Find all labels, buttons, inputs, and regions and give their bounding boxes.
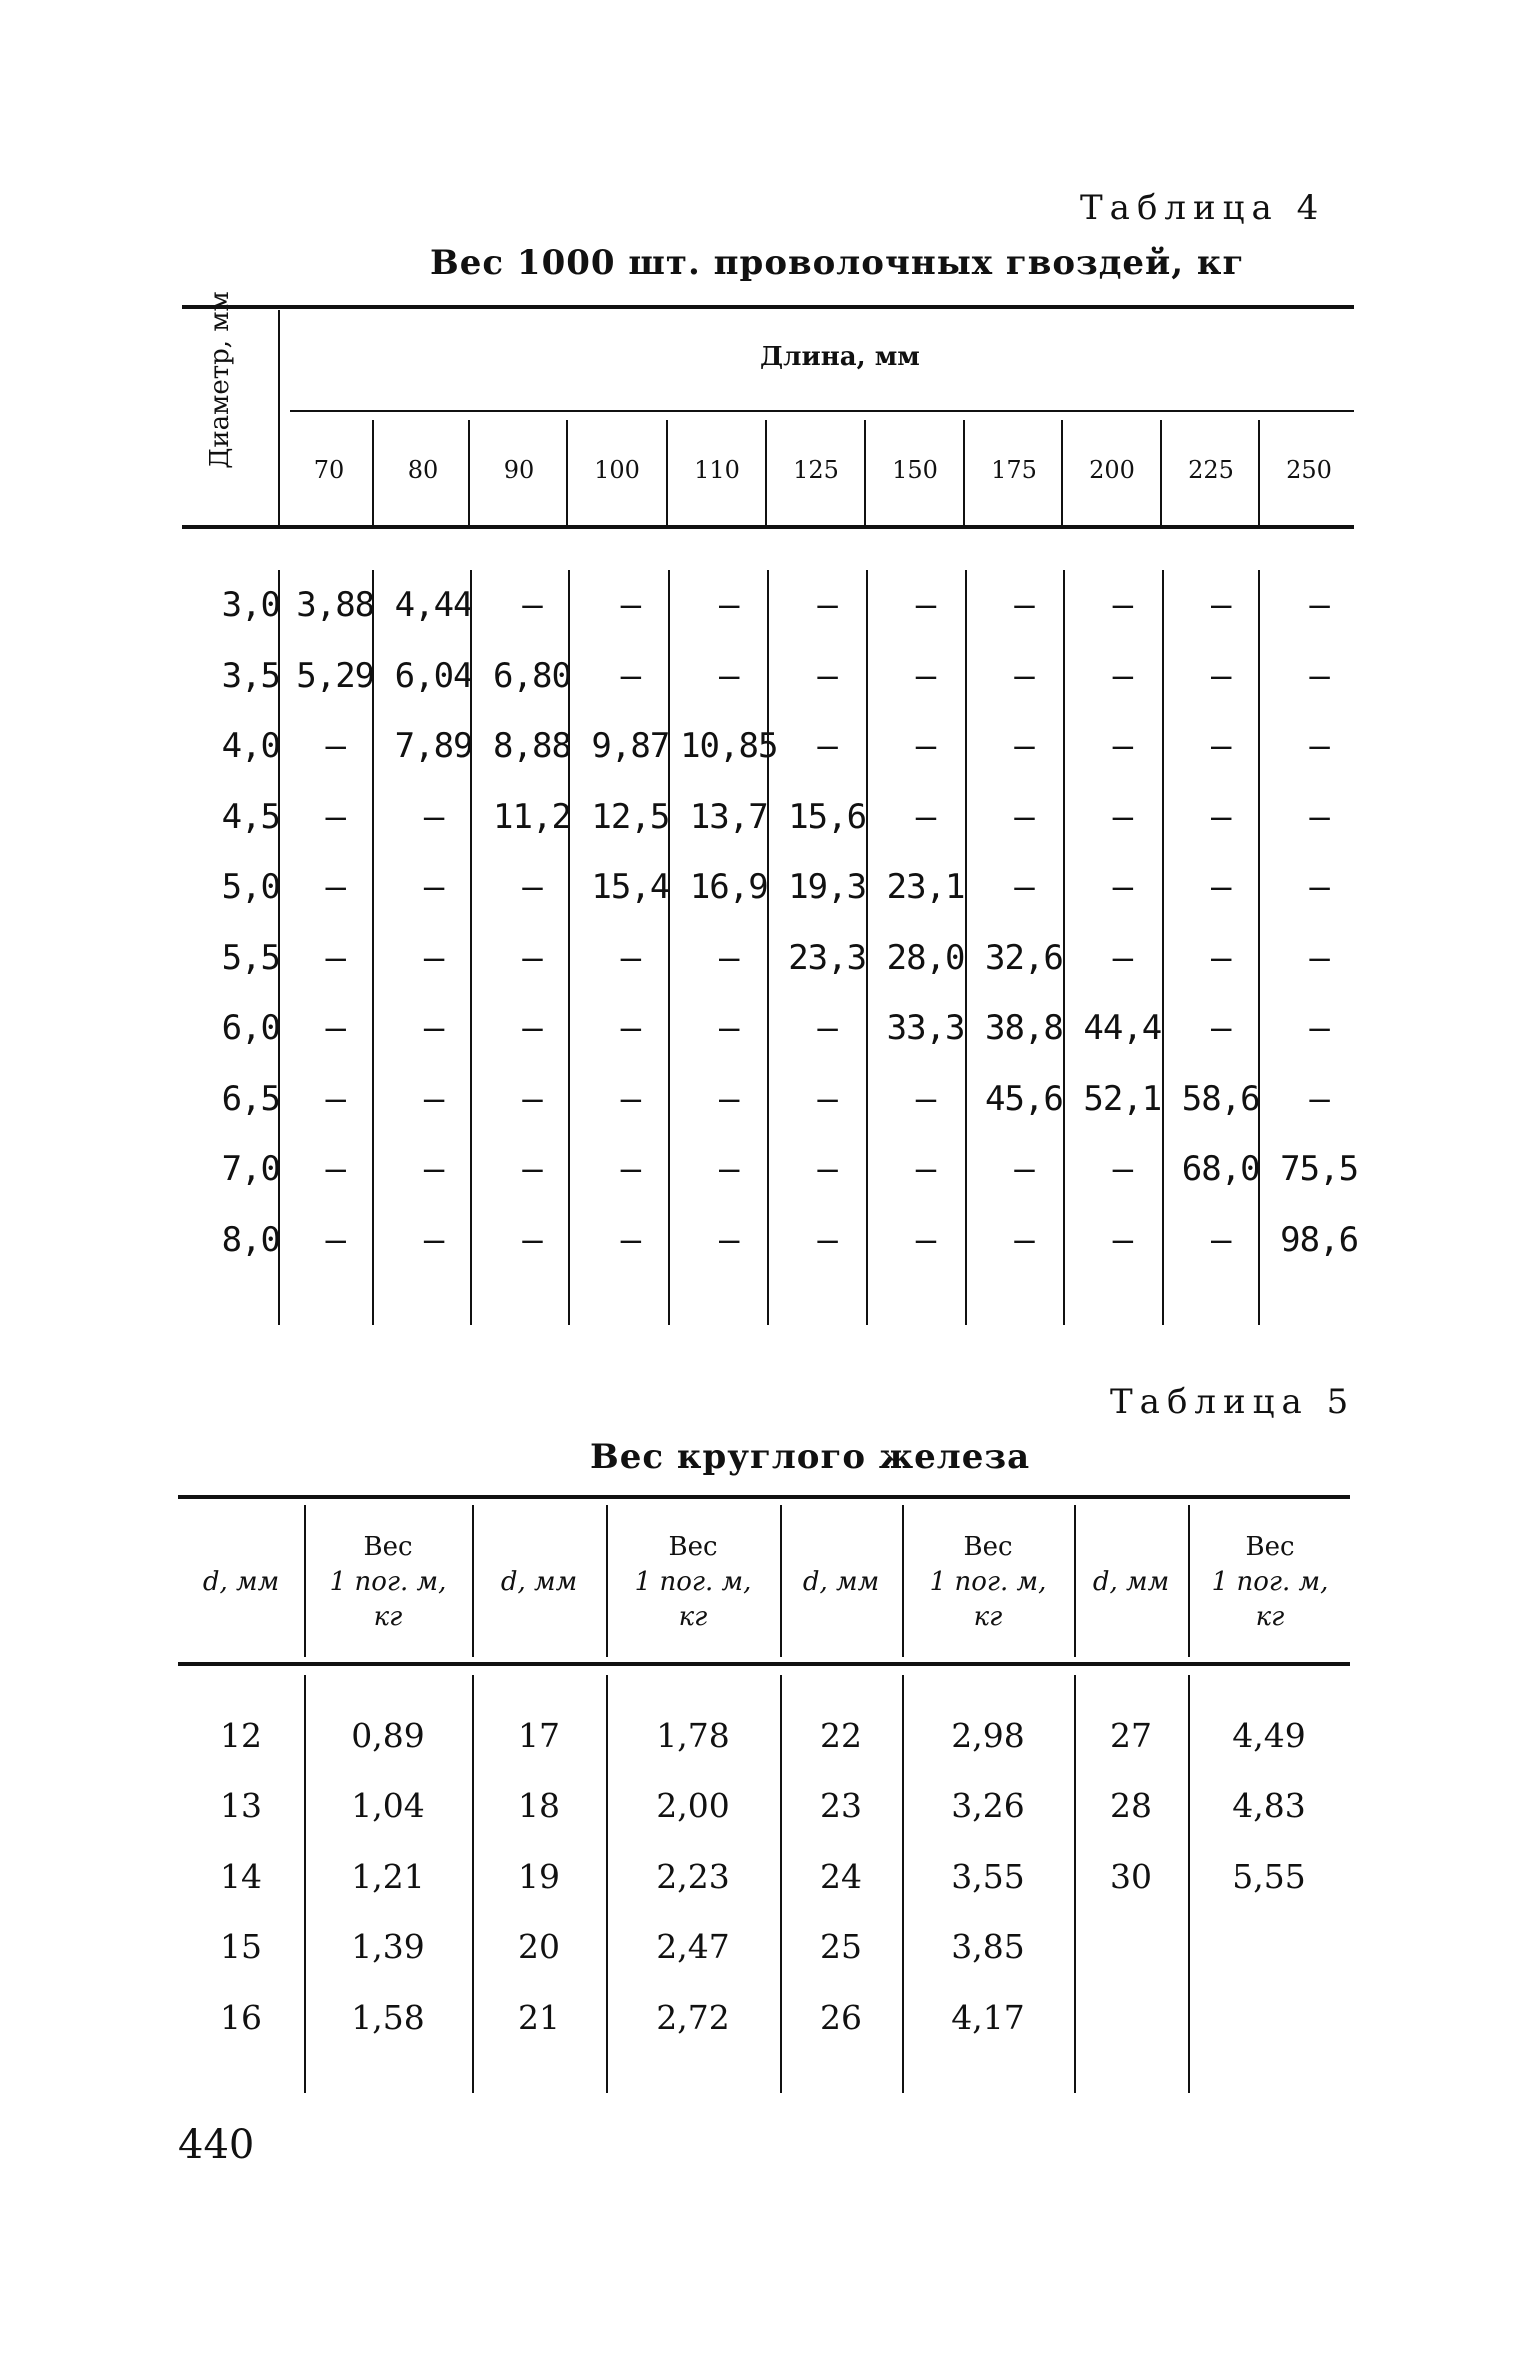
weight-cell: —	[1112, 1149, 1133, 1190]
diameter-cell	[1074, 1982, 1188, 2053]
weight-cell: —	[522, 1219, 542, 1260]
diameter-cell: 17	[518, 1715, 560, 1755]
t4-vrule	[1160, 420, 1162, 525]
weight-line3: кг	[373, 1602, 403, 1632]
weight-cell: 13,7	[689, 796, 768, 837]
col-d-header: d, мм	[802, 1567, 880, 1597]
weight-cell: 2,98	[951, 1715, 1025, 1755]
table-row	[182, 923, 1368, 994]
table-row	[182, 993, 1368, 1064]
col-d-header: d, мм	[202, 1567, 280, 1597]
weight-cell: 52,1	[1083, 1078, 1162, 1119]
weight-cell: —	[817, 585, 837, 626]
weight-cell: —	[423, 1219, 444, 1260]
table-row	[182, 711, 1368, 782]
weight-cell: —	[1210, 937, 1231, 978]
diameter-cell: 14	[220, 1856, 262, 1896]
weight-cell: —	[522, 867, 542, 908]
weight-cell	[1188, 1982, 1350, 2053]
weight-cell: 11,2	[493, 796, 571, 837]
t5-vrule	[472, 1505, 474, 1657]
weight-cell: —	[1210, 655, 1231, 696]
weight-cell: 2,00	[656, 1786, 730, 1826]
weight-cell: —	[1210, 726, 1231, 767]
weight-cell: 23,3	[788, 937, 867, 978]
weight-cell: —	[915, 585, 936, 626]
t4-vrule	[1061, 420, 1063, 525]
t4-vrule	[765, 420, 767, 525]
weight-cell: 44,4	[1083, 1008, 1162, 1049]
weight-cell: —	[423, 1149, 444, 1190]
table4-top-rule	[182, 305, 1354, 309]
weight-cell: —	[522, 1078, 542, 1119]
table5-label: Таблица 5	[1110, 1382, 1356, 1422]
diameter-cell: 20	[518, 1927, 560, 1967]
weight-cell: 28,0	[886, 937, 965, 978]
table4-title: Вес 1000 шт. проволочных гвоздей, кг	[430, 243, 1245, 283]
weight-cell: 75,5	[1280, 1149, 1359, 1190]
weight-cell: 2,72	[656, 1997, 730, 2037]
weight-line2: 1 пог. м,	[1211, 1567, 1329, 1597]
weight-cell: —	[620, 1219, 641, 1260]
diameter-cell: 12	[220, 1715, 262, 1755]
weight-cell: —	[423, 1008, 444, 1049]
length-col-header: 100	[594, 456, 640, 484]
table-row	[178, 1700, 1350, 1771]
length-col-header: 125	[793, 456, 839, 484]
weight-cell: 1,39	[351, 1927, 425, 1967]
weight-cell: —	[1309, 867, 1329, 908]
weight-cell: 3,55	[951, 1856, 1025, 1896]
weight-cell: —	[1112, 655, 1133, 696]
length-col-header: 70	[313, 456, 345, 484]
weight-cell: —	[915, 655, 936, 696]
weight-line2: 1 пог. м,	[929, 1567, 1047, 1597]
table-row	[182, 782, 1368, 853]
weight-cell: 58,6	[1181, 1078, 1260, 1119]
weight-cell: —	[1210, 585, 1231, 626]
weight-cell: 6,80	[493, 655, 571, 696]
weight-cell: —	[1112, 867, 1133, 908]
weight-cell: —	[915, 796, 936, 837]
weight-line3: кг	[1255, 1602, 1285, 1632]
weight-cell: —	[325, 1149, 345, 1190]
weight-cell: —	[620, 585, 641, 626]
t4-vrule	[566, 420, 568, 525]
weight-cell: —	[817, 1219, 837, 1260]
page-number: 440	[178, 2122, 255, 2168]
diameter-cell: 24	[820, 1856, 862, 1896]
t5-vrule	[1188, 1505, 1190, 1657]
weight-cell: —	[719, 1078, 739, 1119]
weight-cell: 7,89	[394, 726, 473, 767]
weight-cell: —	[325, 1008, 345, 1049]
diameter-cell: 5,5	[221, 937, 280, 978]
weight-cell: 3,88	[296, 585, 375, 626]
col-weight-header	[306, 1530, 470, 1635]
diameter-cell: 15	[220, 1927, 262, 1967]
diameter-cell	[1074, 1912, 1188, 1983]
weight-cell: —	[915, 726, 936, 767]
weight-cell: 33,3	[886, 1008, 965, 1049]
weight-cell: 4,49	[1232, 1715, 1306, 1755]
t4-vrule	[468, 420, 470, 525]
diameter-cell: 18	[518, 1786, 560, 1826]
weight-cell: 98,6	[1280, 1219, 1359, 1260]
t5-vrule	[780, 1505, 782, 1657]
weight-cell: 4,17	[951, 1997, 1025, 2037]
diameter-cell: 22	[820, 1715, 862, 1755]
t5-vrule	[304, 1505, 306, 1657]
weight-cell: —	[719, 585, 739, 626]
weight-cell: 2,47	[656, 1927, 730, 1967]
diameter-cell: 5,0	[221, 867, 280, 908]
weight-cell: —	[1112, 726, 1133, 767]
diameter-cell: 3,5	[221, 655, 280, 696]
weight-cell: 23,1	[886, 867, 965, 908]
diameter-cell: 26	[820, 1997, 862, 2037]
weight-cell: —	[817, 726, 837, 767]
weight-cell: —	[325, 796, 345, 837]
weight-cell: —	[1014, 1149, 1034, 1190]
weight-cell: 6,04	[394, 655, 473, 696]
table-row	[178, 1912, 1350, 1983]
weight-cell: 9,87	[591, 726, 670, 767]
weight-cell: —	[325, 1219, 345, 1260]
weight-cell: 10,85	[680, 726, 778, 767]
weight-cell: —	[719, 655, 739, 696]
weight-cell: —	[719, 1008, 739, 1049]
weight-cell: —	[817, 1008, 837, 1049]
weight-cell: 2,23	[656, 1856, 730, 1896]
weight-cell: —	[1014, 867, 1034, 908]
diameter-cell: 27	[1110, 1715, 1152, 1755]
weight-cell: 4,83	[1232, 1786, 1306, 1826]
weight-cell: —	[325, 1078, 345, 1119]
table-row	[182, 1064, 1368, 1135]
t4-vrule	[1258, 420, 1260, 525]
weight-cell: —	[1112, 937, 1133, 978]
table-row	[182, 1134, 1368, 1205]
t4-vrule	[278, 310, 280, 525]
table4-label: Таблица 4	[1080, 188, 1326, 228]
diameter-cell: 13	[220, 1786, 262, 1826]
col-weight-header	[1190, 1530, 1350, 1635]
weight-cell: —	[1014, 796, 1034, 837]
table5-body	[178, 1700, 1350, 2053]
weight-cell: —	[1309, 937, 1329, 978]
t5-vrule	[1074, 1505, 1076, 1657]
weight-cell: —	[719, 1219, 739, 1260]
col-d-header: d, мм	[500, 1567, 578, 1597]
weight-cell: 45,6	[984, 1078, 1063, 1119]
weight-cell: —	[1014, 1219, 1034, 1260]
t5-vrule	[606, 1505, 608, 1657]
weight-cell: 4,44	[394, 585, 473, 626]
weight-line1: Вес	[963, 1532, 1013, 1562]
weight-cell: —	[915, 1078, 936, 1119]
weight-cell: —	[620, 1078, 641, 1119]
weight-cell: —	[719, 1149, 739, 1190]
table5-title: Вес круглого железа	[590, 1437, 1031, 1477]
weight-cell: 19,3	[788, 867, 867, 908]
weight-cell: —	[1309, 655, 1329, 696]
weight-line2: 1 пог. м,	[329, 1567, 447, 1597]
t4-vrule	[666, 420, 668, 525]
diameter-cell: 6,0	[221, 1008, 280, 1049]
table-row	[182, 1205, 1368, 1276]
weight-cell: 3,26	[951, 1786, 1025, 1826]
table4-length-rule	[290, 410, 1354, 412]
weight-cell: —	[1309, 1078, 1329, 1119]
weight-cell: —	[423, 867, 444, 908]
diameter-cell: 16	[220, 1997, 262, 2037]
length-header: Длина, мм	[760, 342, 920, 372]
length-col-header: 110	[694, 456, 740, 484]
weight-cell: —	[522, 1008, 542, 1049]
table-row	[182, 641, 1368, 712]
weight-cell: —	[522, 1149, 542, 1190]
t4-vrule	[963, 420, 965, 525]
table-row	[178, 1771, 1350, 1842]
t5-vrule	[902, 1505, 904, 1657]
weight-cell: —	[1014, 585, 1034, 626]
weight-cell: —	[1309, 1008, 1329, 1049]
weight-cell: —	[817, 1078, 837, 1119]
length-col-header: 175	[991, 456, 1037, 484]
weight-cell: —	[817, 1149, 837, 1190]
weight-cell: 1,21	[351, 1856, 425, 1896]
weight-cell: —	[1210, 1008, 1231, 1049]
weight-cell: 5,55	[1232, 1856, 1306, 1896]
weight-cell: 15,6	[788, 796, 867, 837]
diameter-cell: 19	[518, 1856, 560, 1896]
weight-cell: 1,78	[656, 1715, 730, 1755]
weight-cell: —	[423, 796, 444, 837]
weight-cell: 68,0	[1181, 1149, 1260, 1190]
table4-header-rule	[182, 525, 1354, 529]
diameter-cell: 21	[518, 1997, 560, 2037]
diameter-cell: 4,5	[221, 796, 280, 837]
weight-line1: Вес	[1245, 1532, 1295, 1562]
diameter-cell: 4,0	[221, 726, 280, 767]
col-weight-header	[904, 1530, 1072, 1635]
weight-cell: —	[522, 585, 542, 626]
table-row	[178, 1982, 1350, 2053]
weight-line3: кг	[973, 1602, 1003, 1632]
weight-cell: —	[325, 726, 345, 767]
weight-cell: 15,4	[591, 867, 670, 908]
t4-vrule	[864, 420, 866, 525]
weight-cell: —	[1014, 655, 1034, 696]
weight-cell: —	[325, 867, 345, 908]
weight-cell: 12,5	[591, 796, 670, 837]
diameter-header: Диаметр, мм	[205, 291, 235, 469]
weight-cell: —	[620, 1149, 641, 1190]
table-row	[178, 1841, 1350, 1912]
length-col-header: 90	[503, 456, 535, 484]
weight-cell: —	[817, 655, 837, 696]
weight-cell: —	[1309, 796, 1329, 837]
weight-cell: —	[1210, 796, 1231, 837]
diameter-cell: 25	[820, 1927, 862, 1967]
weight-cell: —	[620, 1008, 641, 1049]
weight-cell: 8,88	[493, 726, 571, 767]
weight-line2: 1 пог. м,	[634, 1567, 752, 1597]
diameter-cell: 8,0	[221, 1219, 280, 1260]
weight-cell: 5,29	[296, 655, 375, 696]
weight-cell: —	[1112, 1219, 1133, 1260]
diameter-cell: 30	[1110, 1856, 1152, 1896]
weight-cell: —	[522, 937, 542, 978]
length-col-header: 80	[407, 456, 439, 484]
table5-top-rule	[178, 1495, 1350, 1499]
weight-cell: —	[1210, 867, 1231, 908]
weight-line1: Вес	[668, 1532, 718, 1562]
weight-cell: —	[1210, 1219, 1231, 1260]
length-col-header: 150	[892, 456, 938, 484]
weight-cell: 16,9	[689, 867, 768, 908]
col-d-header: d, мм	[1092, 1567, 1170, 1597]
weight-cell: —	[1014, 726, 1034, 767]
col-weight-header	[608, 1530, 778, 1635]
weight-cell: —	[1309, 726, 1329, 767]
weight-cell: —	[423, 1078, 444, 1119]
diameter-cell: 28	[1110, 1786, 1152, 1826]
weight-cell: —	[915, 1149, 936, 1190]
weight-cell: —	[1112, 796, 1133, 837]
weight-cell: —	[1309, 585, 1329, 626]
weight-cell: —	[1112, 585, 1133, 626]
weight-cell: —	[620, 937, 641, 978]
weight-line3: кг	[678, 1602, 708, 1632]
weight-cell: —	[423, 937, 444, 978]
weight-line1: Вес	[363, 1532, 413, 1562]
diameter-cell: 7,0	[221, 1149, 280, 1190]
table-row	[182, 570, 1368, 641]
weight-cell: 38,8	[984, 1008, 1063, 1049]
weight-cell: —	[620, 655, 641, 696]
weight-cell: 1,58	[351, 1997, 425, 2037]
table-row	[182, 852, 1368, 923]
t4-vrule	[372, 420, 374, 525]
diameter-cell: 3,0	[221, 585, 280, 626]
length-col-header: 225	[1188, 456, 1234, 484]
table4-body	[182, 570, 1368, 1275]
weight-cell	[1188, 1912, 1350, 1983]
diameter-cell: 6,5	[221, 1078, 280, 1119]
table5-header-rule	[178, 1662, 1350, 1666]
diameter-cell: 23	[820, 1786, 862, 1826]
weight-cell: 32,6	[984, 937, 1063, 978]
weight-cell: —	[325, 937, 345, 978]
weight-cell: 0,89	[351, 1715, 425, 1755]
weight-cell: 1,04	[351, 1786, 425, 1826]
length-col-header: 200	[1089, 456, 1135, 484]
weight-cell: 3,85	[951, 1927, 1025, 1967]
length-col-header: 250	[1286, 456, 1332, 484]
weight-cell: —	[915, 1219, 936, 1260]
weight-cell: —	[719, 937, 739, 978]
